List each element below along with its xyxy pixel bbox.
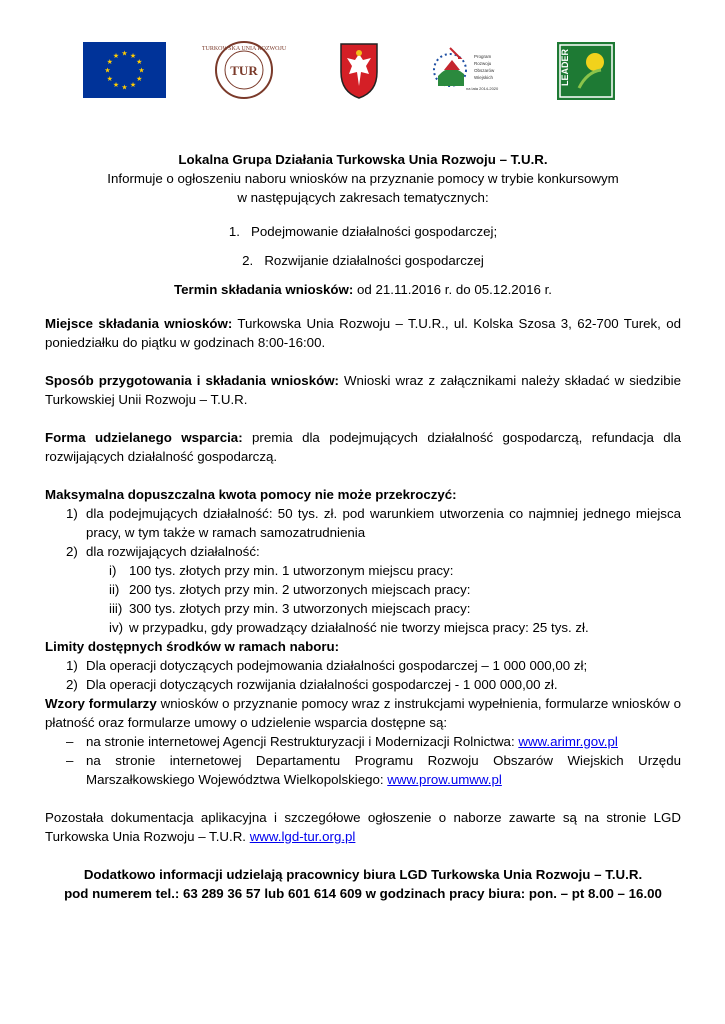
eu-star-icon: ★ [121,50,128,58]
limits-section [45,637,681,694]
svg-text:Program: Program [474,54,492,59]
svg-text:Wiejskich: Wiejskich [474,75,494,80]
eu-star-icon: ★ [136,59,143,66]
umww-link[interactable]: www.prow.umww.pl [387,772,502,787]
tur-center-text: TUR [230,63,258,78]
max-heading: Maksymalna dopuszczalna kwota pomocy nie może przekroczyć: [45,487,457,502]
eu-star-icon: ★ [112,52,120,60]
logo-bar [0,42,725,104]
lgd-link[interactable]: www.lgd-tur.org.pl [249,829,356,844]
prow-logo [430,44,512,98]
svg-text:Obszarów: Obszarów [474,68,495,73]
max-sub-item: i) 100 tys. złotych przy min. 1 utworzonym miejscu pracy: [109,563,454,578]
svg-text:Rozwoju: Rozwoju [474,61,492,66]
max-item-2: 2) dla rozwijających działalność: [66,544,260,559]
limits-heading: Limity dostępnych środków w ramach naboru: [45,639,340,654]
forms-intro: Wzory formularzy wniosków o przyznanie pomocy wraz z instrukcjami wypełnienia, formularze wniosków o płatność oraz formularze umowy o udzielenie wsparcia dostępne są: [45,696,681,730]
arimr-link[interactable]: www.arimr.gov.pl [518,734,618,749]
max-item-1: 1) dla podejmujących działalność: 50 tys. zł. pod warunkiem utworzenia co najmniej jednego miejsca pracy, w tym także w ramach samozatrudnienia [66,506,681,540]
header-line2: Informuje o ogłoszeniu naboru wniosków na przyznanie pomocy w trybie konkursowym [107,171,619,186]
leader-text: LEADER [560,48,570,86]
eu-star-icon: ★ [138,67,145,75]
eu-star-icon: ★ [106,76,113,83]
topic-2: 2. Rozwijanie działalności gospodarczej [242,253,484,268]
tur-logo [201,40,287,100]
topic-1: 1. Podejmowanie działalności gospodarczej; [228,224,498,239]
eu-star-icon: ★ [106,59,113,66]
deadline-value: od 21.11.2016 r. do 05.12.2016 r. [353,282,552,297]
tur-ring-text: TURKOWSKA UNIA ROZWOJU [201,46,287,52]
max-amount-section [45,485,681,637]
eu-star-icon: ★ [104,67,111,75]
footer [45,865,681,903]
header [45,150,681,207]
footer-line1: Dodatkowo informacji udzielają pracownicy biura LGD Turkowska Unia Rozwoju – T.U.R. [83,867,643,882]
deadline [45,280,681,299]
footer-line2: pod numerem tel.: 63 289 36 57 lub 601 614 609 w godzinach pracy biura: pon. – pt 8.00 – 16.00 [64,886,662,901]
max-sub-item: iv) w przypadku, gdy prowadzący działalność nie tworzy miejsca pracy: 25 tys. zł. [109,620,589,635]
documentation-note: Pozostała dokumentacja aplikacyjna i szczegółowe ogłoszenie o naborze zawarte są na stronie LGD Turkowska Unia Rozwoju – T.U.R. www.lgd-tur.org.pl [45,810,681,844]
max-sub-item: ii) 200 tys. złotych przy min. 2 utworzonych miejscach pracy: [109,582,471,597]
deadline-label: Termin składania wniosków: [174,282,354,297]
limits-item: 2) Dla operacji dotyczących rozwijania działalności gospodarczej - 1 000 000,00 zł. [66,677,558,692]
forms-item-umww: – na stronie internetowej Departamentu Programu Rozwoju Obszarów Wiejskich Urzędu Marszałkowskiego Województwa Wielkopolskiego: www.prow.umww.pl [66,753,681,787]
eu-star-icon: ★ [129,52,137,60]
support-form: Forma udzielanego wsparcia: premia dla podejmujących działalność gospodarczą, refundacja dla rozwijających działalność gospodarczą. [45,430,681,464]
forms-item-arimr: – na stronie internetowej Agencji Restrukturyzacji i Modernizacji Rolnictwa: www.arimr.gov.pl [66,734,618,749]
eu-star-icon: ★ [129,82,137,90]
eu-star-icon: ★ [112,82,120,90]
header-title: Lokalna Grupa Działania Turkowska Unia Rozwoju – T.U.R. [178,152,548,167]
max-sub-item: iii) 300 tys. złotych przy min. 3 utworzonych miejscach pracy: [109,601,471,616]
submission-method: Sposób przygotowania i składania wniosków: Wnioski wraz z załącznikami należy składać w siedzibie Turkowskiej Unii Rozwoju – T.U.R. [45,373,681,407]
eu-flag-logo [83,42,166,98]
announcement [45,150,681,903]
forms-section [45,694,681,789]
submission-place: Miejsce składania wniosków: Turkowska Unia Rozwoju – T.U.R., ul. Kolska Szosa 3, 62-700 Turek, od poniedziałku do piątku w godzinach 8:00-16:00. [45,316,681,350]
eu-star-icon: ★ [136,76,143,83]
limits-item: 1) Dla operacji dotyczących podejmowania działalności gospodarczej – 1 000 000,00 zł; [66,658,588,673]
coat-of-arms-logo [339,42,379,100]
eu-star-icon: ★ [121,84,128,92]
header-line3: w następujących zakresach tematycznych: [237,190,489,205]
leader-logo [557,42,615,100]
svg-text:na lata 2014-2020: na lata 2014-2020 [466,86,499,91]
